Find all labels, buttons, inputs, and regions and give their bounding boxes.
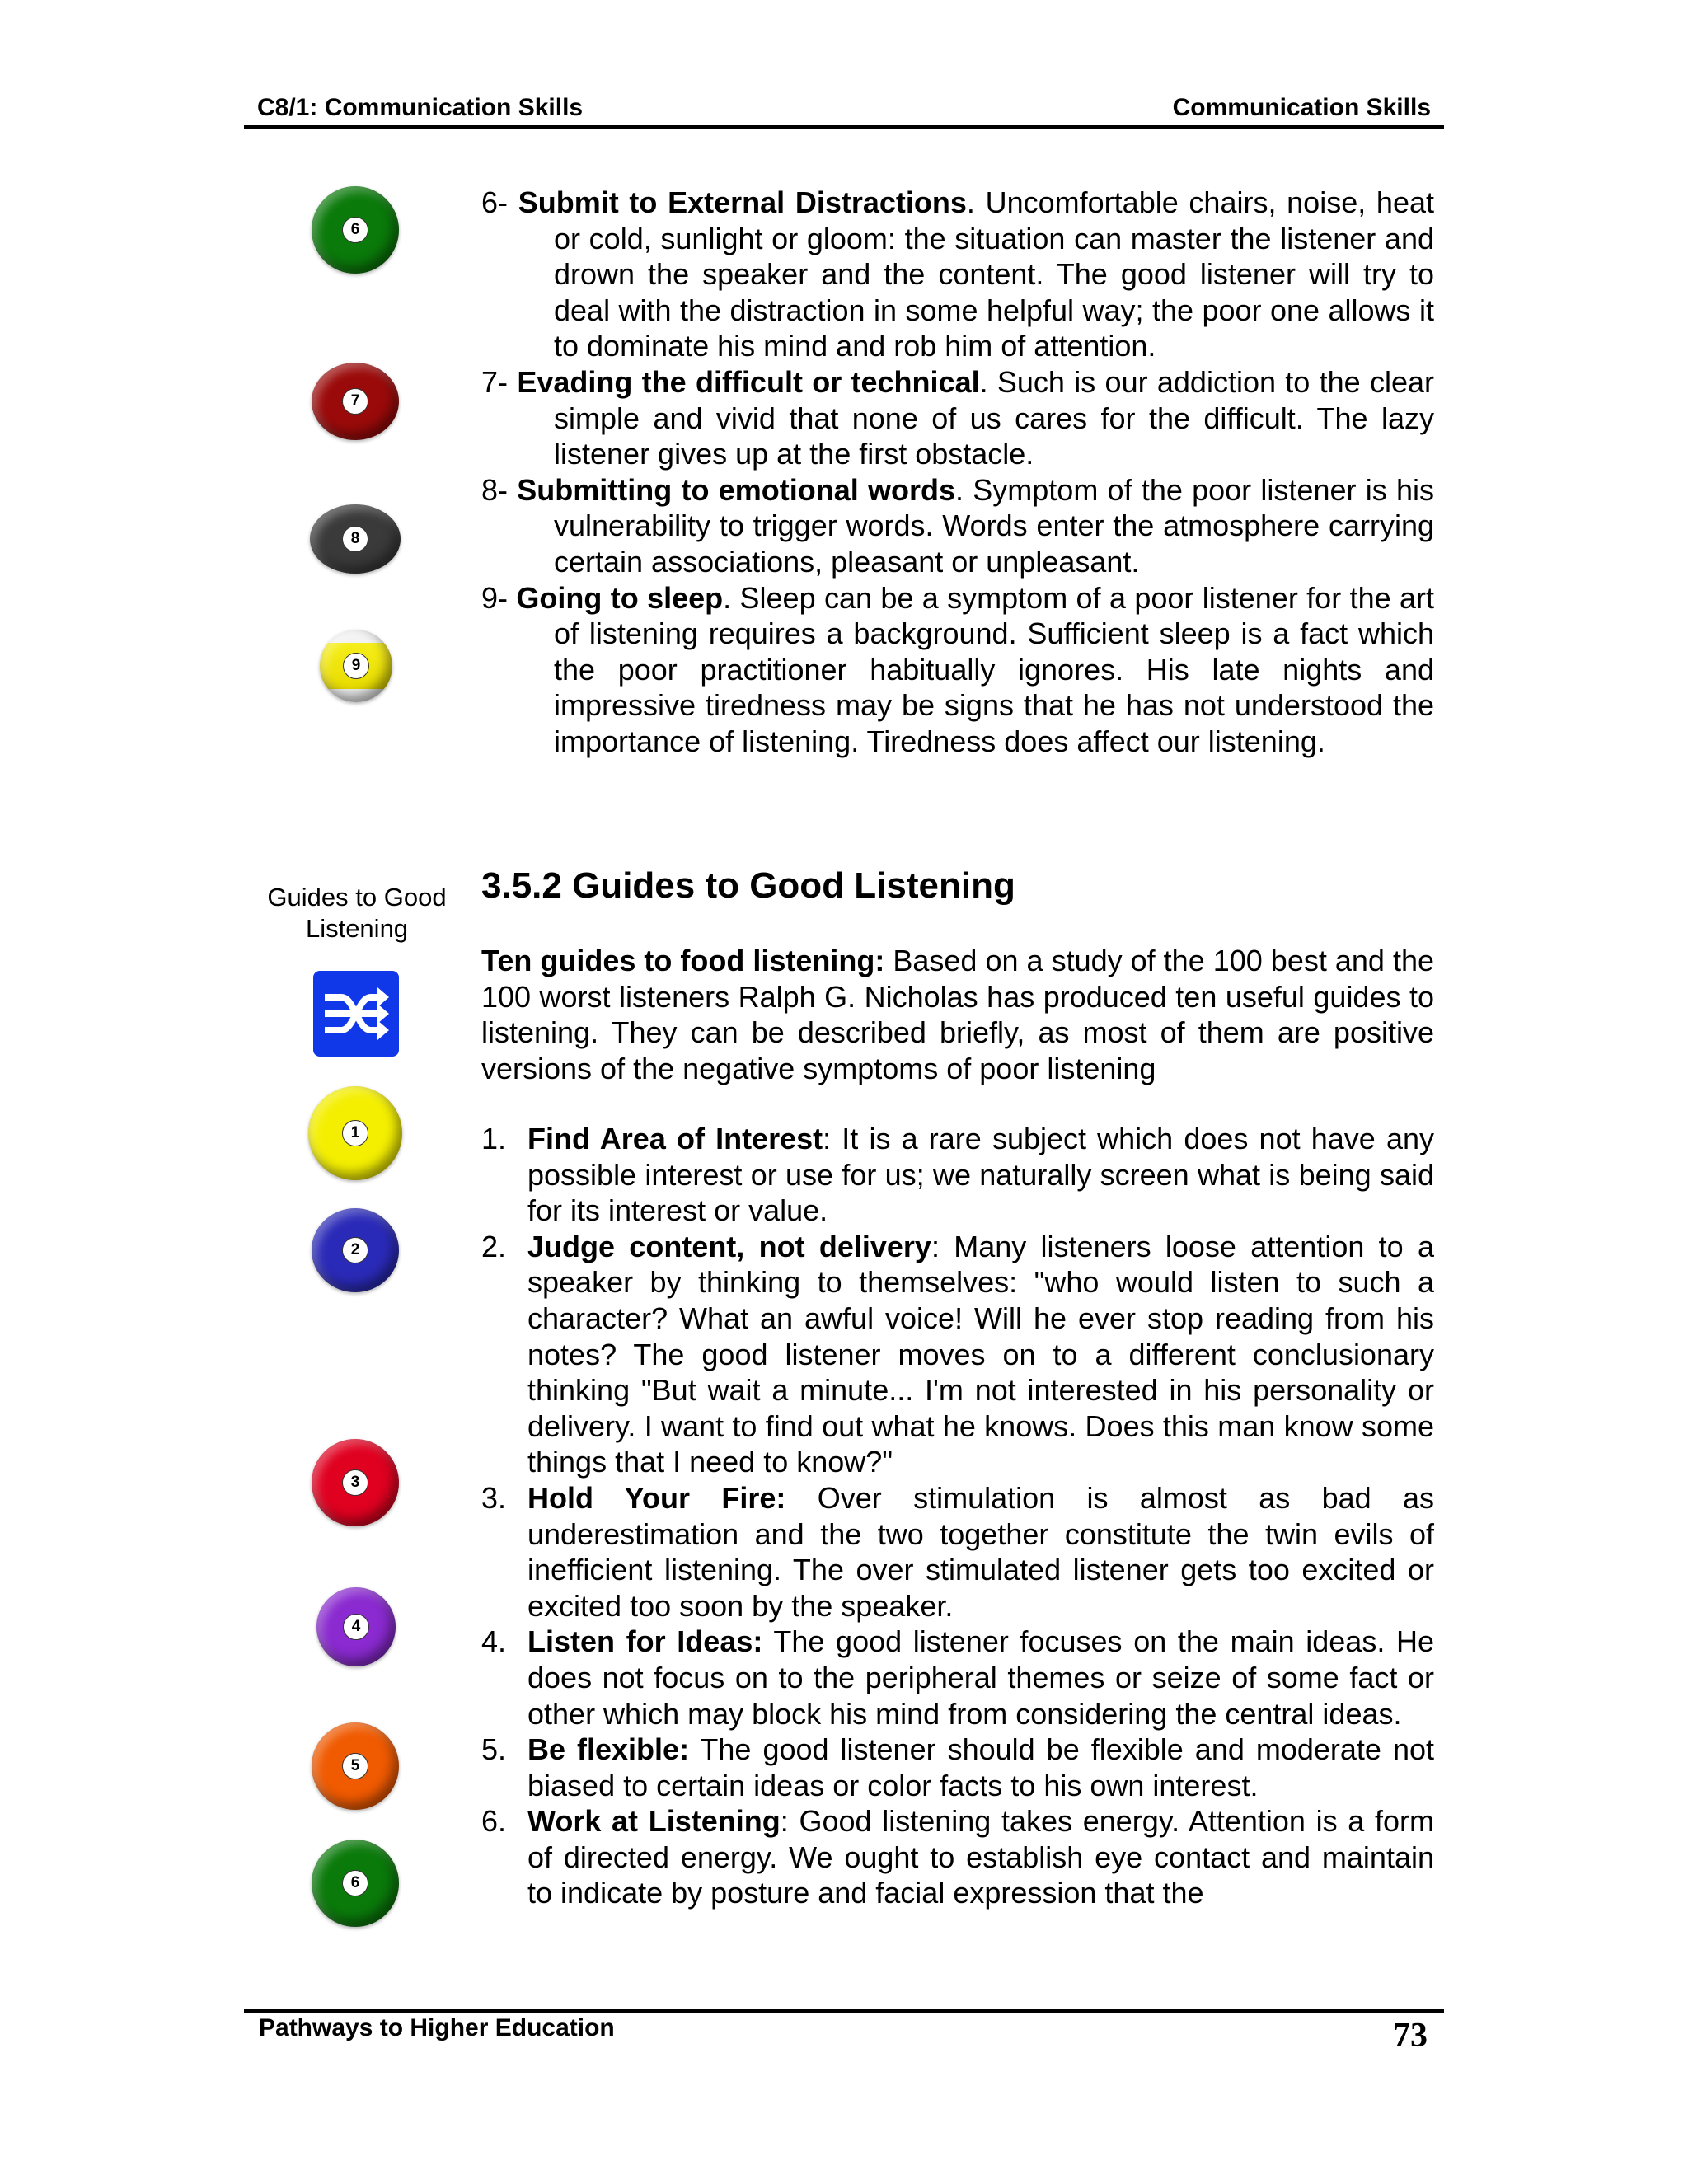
footer-rule: [244, 2009, 1444, 2013]
ball-icon: 4: [316, 1587, 396, 1666]
shuffle-icon: [313, 971, 399, 1057]
header-left: C8/1: Communication Skills: [257, 94, 584, 121]
list-item: 7- Evading the difficult or technical. Such is our addiction to the clear simple and vivid that none of us cares for the difficult. The lazy listener gives up at the first obstacle.: [481, 364, 1434, 471]
list-item: 4. Listen for Ideas: The good listener focuses on the main ideas. He does not focus on to the peripheral themes or seize of some fact or other which may block his mind from considering the central ideas.: [481, 1624, 1434, 1731]
section-title: 3.5.2 Guides to Good Listening: [481, 865, 1015, 906]
ball-icon: 9: [320, 630, 392, 702]
ball-icon: 8: [310, 504, 401, 574]
list-item: 8- Submitting to emotional words. Symptom of the poor listener is his vulnerability to trigger words. Words enter the atmosphere carrying certain associations, pleasant or unpleasant.: [481, 472, 1434, 579]
list-item: 2. Judge content, not delivery: Many listeners loose attention to a speaker by thinking to themselves: "who would listen to such a character? What an awful voice! Will he ever stop reading from his notes? The good listener moves on to a different conclusionary thinking "But wait a minute... I'm not interested in his personality or delivery. I want to find out what he knows. Does this man know some things that I need to know?": [481, 1229, 1434, 1479]
guides-list: [481, 1121, 1434, 1911]
list-item: 5. Be flexible: The good listener should be flexible and moderate not biased to certain ideas or color facts to his own interest.: [481, 1732, 1434, 1802]
ball-icon: 3: [312, 1439, 399, 1526]
ball-icon: 6: [312, 1840, 399, 1927]
ball-icon: 1: [308, 1086, 402, 1180]
ball-icon: 5: [312, 1722, 399, 1810]
ball-icon: 7: [312, 363, 399, 440]
list-item: 9- Going to sleep. Sleep can be a symptom of a poor listener for the art of listening requires a background. Sufficient sleep is a fact which the poor practitioner habitually ignores. His late nights and impressive tiredness may be signs that he has not understood the importance of listening. Tiredness does affect our listening.: [481, 580, 1434, 758]
side-note: Guides to Good Listening: [267, 883, 447, 943]
header-right: Communication Skills: [1172, 94, 1431, 121]
intro-paragraph: Ten guides to food listening: Based on a study of the 100 best and the 100 worst listeners Ralph G. Nicholas has produced ten useful guides to listening. They can be described briefly, as most of them are positive versions of the negative symptoms of poor listening: [481, 944, 1434, 1085]
page-number: 73: [1393, 2017, 1428, 2055]
footer-title: Pathways to Higher Education: [259, 2014, 615, 2041]
symptoms-list: [481, 185, 1434, 760]
list-item: 6- Submit to External Distractions. Uncomfortable chairs, noise, heat or cold, sunlight or gloom: the situation can master the listener and drown the speaker and the content. The good listener will try to deal with the distraction in some helpful way; the poor one allows it to dominate his mind and rob him of attention.: [481, 185, 1434, 363]
ball-icon: 2: [312, 1208, 399, 1292]
list-item: 6. Work at Listening: Good listening takes energy. Attention is a form of directed energy. We ought to establish eye contact and maintain to indicate by posture and facial expression that the: [481, 1804, 1435, 1910]
ball-icon: 6: [312, 186, 399, 274]
page-header: [244, 92, 1444, 129]
list-item: 1. Find Area of Interest: It is a rare subject which does not have any possible interest or use for us; we naturally screen what is being said for its interest or value.: [481, 1122, 1434, 1228]
list-item: 3. Hold Your Fire: Over stimulation is almost as bad as underestimation and the two together constitute the twin evils of inefficient listening. The over stimulated listener gets too excited or excited too soon by the speaker.: [481, 1480, 1435, 1623]
